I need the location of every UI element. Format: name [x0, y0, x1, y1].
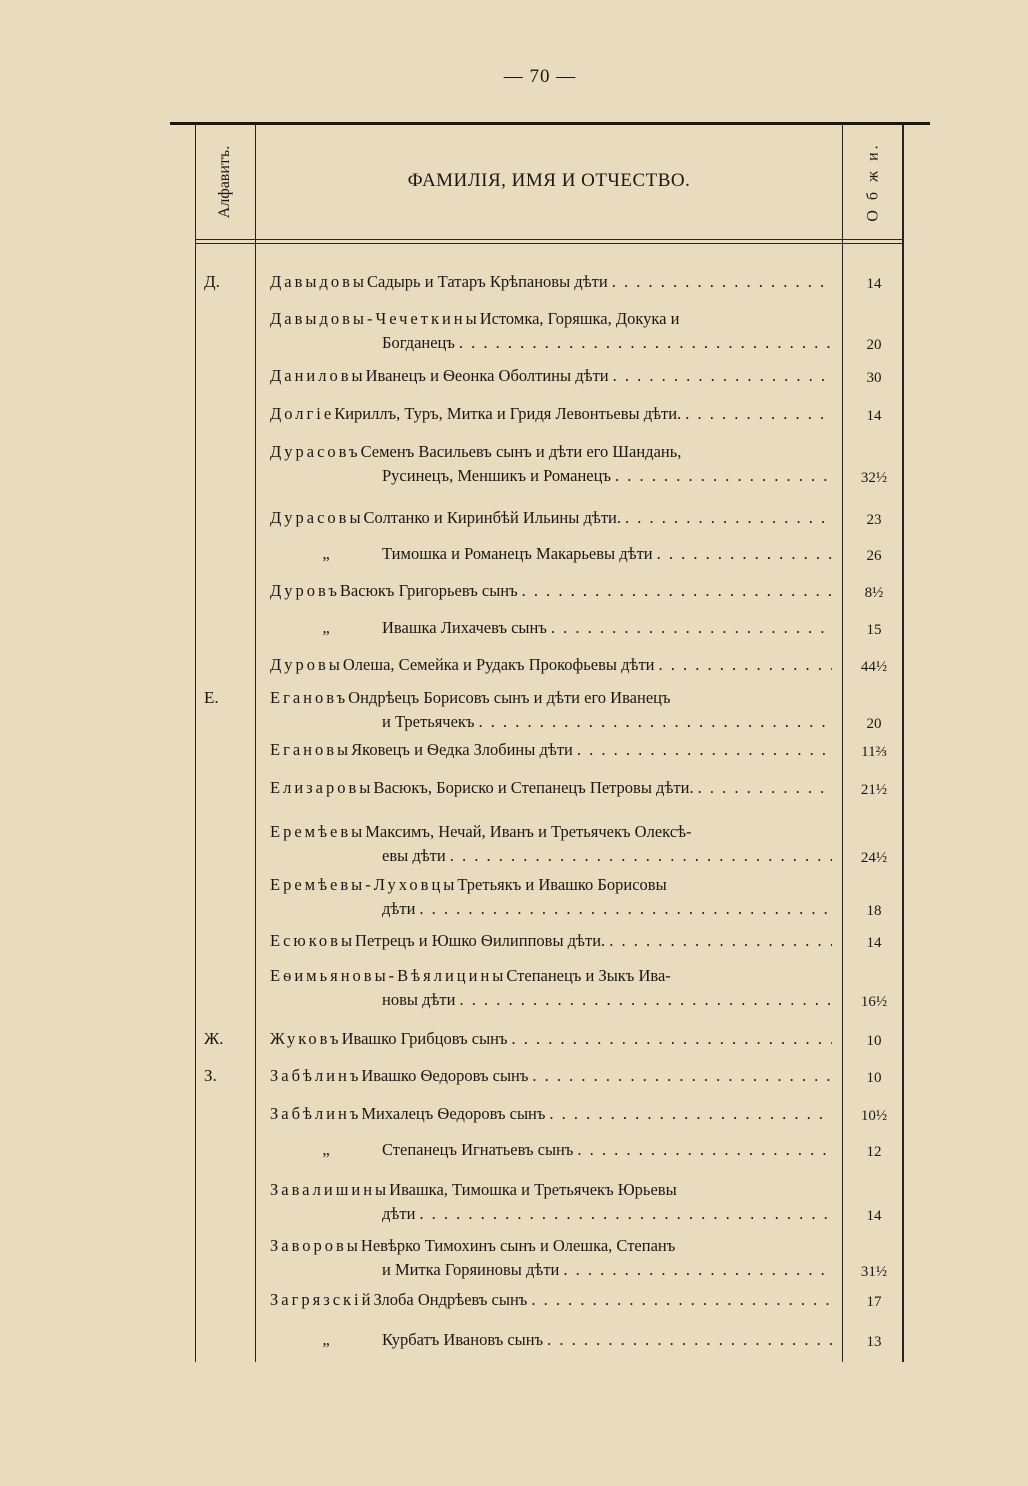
page-number: — 70 —: [503, 66, 577, 87]
total-count: 17: [866, 1294, 882, 1310]
entry-text: [270, 1178, 836, 1226]
ditto-mark: „: [322, 1330, 330, 1349]
given-names: Ивашка, Тимошка и Третьячекъ Юрьевы: [389, 1180, 677, 1199]
given-names: Курбатъ Ивановъ сынъ: [382, 1330, 544, 1349]
dot-leader: [522, 579, 832, 603]
entry-line: [270, 270, 836, 294]
ditto-mark: „: [322, 618, 330, 637]
given-names: Солтанко и Киринбѣй Ильины дѣти.: [363, 508, 621, 527]
dot-leader: [419, 1202, 832, 1226]
entry-text: [270, 1234, 836, 1282]
surname: Даниловы: [270, 366, 366, 385]
surname: Еремѣевы: [270, 822, 366, 841]
total-count: 14: [866, 1208, 882, 1224]
surname: Егановъ: [270, 688, 349, 707]
given-names: Степанецъ и Зыкъ Ива-: [506, 966, 671, 985]
surname: Жуковъ: [270, 1029, 342, 1048]
given-names: Михалецъ Ѳедоровъ сынъ: [361, 1104, 546, 1123]
entry-text: [270, 776, 836, 800]
total-count: 10: [866, 1070, 882, 1086]
entry-line: [270, 653, 836, 677]
given-names: Кириллъ, Туръ, Митка и Гридя Левонтьевы дѣти.: [334, 404, 682, 423]
surname: Загрязскій: [270, 1290, 374, 1309]
given-names: Ивашко Ѳедоровъ сынъ: [361, 1066, 529, 1085]
dot-leader: [549, 1102, 832, 1126]
given-names: новы дѣти: [382, 990, 456, 1009]
dot-leader: [459, 331, 832, 355]
dot-leader: [698, 776, 832, 800]
dot-leader: [547, 1328, 832, 1352]
header-alphabet: [200, 130, 250, 234]
surname: Забѣлинъ: [270, 1066, 362, 1085]
entry-text: [270, 1328, 836, 1352]
entry-text: [270, 579, 836, 603]
entry-line: [270, 1178, 836, 1202]
total-count: 14: [866, 276, 882, 292]
entry-line: [270, 897, 836, 921]
entry-line: [270, 1234, 836, 1258]
surname: Дуровы: [270, 655, 343, 674]
entry-text: [270, 1102, 836, 1126]
surname: Егановы: [270, 740, 352, 759]
entry-line: [270, 440, 836, 464]
entry-line: [270, 402, 836, 426]
entry-line: [270, 307, 836, 331]
dot-leader: [577, 738, 832, 762]
alphabet-letter: Е.: [204, 688, 219, 707]
entry-line: [270, 929, 836, 953]
entry-text: [270, 1288, 836, 1312]
header-total-label: О б ж и.: [865, 142, 882, 222]
total-count: 30: [866, 370, 882, 386]
given-names: евы дѣти: [382, 846, 446, 865]
given-names: Максимъ, Нечай, Иванъ и Третьячекъ Олексѣ-: [365, 822, 692, 841]
dot-leader: [419, 897, 832, 921]
given-names: Тимошка и Романецъ Макарьевы дѣти: [382, 544, 653, 563]
entry-line: [270, 1138, 836, 1162]
surname: Еремѣевы-Луховцы: [270, 875, 458, 894]
dot-leader: [577, 1138, 832, 1162]
top-rule: [170, 122, 930, 125]
dot-leader: [459, 988, 832, 1012]
total-count: 23: [866, 512, 882, 528]
total-count: 13: [866, 1334, 882, 1350]
entry-text: [270, 653, 836, 677]
total-count: 21½: [860, 782, 888, 798]
given-names: Злоба Ондрѣевъ сынъ: [373, 1290, 528, 1309]
alphabet-letter: Д.: [204, 272, 220, 291]
entry-line: [270, 686, 836, 710]
surname: Дуровъ: [270, 581, 340, 600]
given-names: Ивашко Грибцовъ сынъ: [341, 1029, 508, 1048]
surname: Еѳимьяновы-Вѣялицины: [270, 966, 507, 985]
header-rule: [195, 239, 903, 240]
name-column-divider: [842, 125, 843, 1362]
alphabet-column-divider: [255, 125, 256, 1362]
total-count: 12: [866, 1144, 882, 1160]
alphabet-column-left-border: [195, 125, 196, 1362]
entry-line: [270, 506, 836, 530]
entry-line: [270, 616, 836, 640]
dot-leader: [612, 270, 832, 294]
entry-line: [270, 364, 836, 388]
dot-leader: [563, 1258, 832, 1282]
given-names: Степанецъ Игнатьевъ сынъ: [382, 1140, 574, 1159]
ditto-mark: „: [322, 1140, 330, 1159]
dot-leader: [609, 929, 832, 953]
total-count: 31½: [860, 1264, 888, 1280]
total-count: 10½: [860, 1108, 888, 1124]
surname: Дурасовъ: [270, 442, 361, 461]
entry-text: [270, 873, 836, 921]
entry-line: [270, 1288, 836, 1312]
entry-text: [270, 364, 836, 388]
given-names: Иванецъ и Ѳеонка Оболтины дѣти: [365, 366, 609, 385]
register-table: [170, 122, 905, 1362]
entry-line: [270, 331, 836, 355]
entry-text: [270, 738, 836, 762]
entry-text: [270, 270, 836, 294]
entry-text: [270, 440, 836, 488]
total-count: 16½: [860, 994, 888, 1010]
surname: Есюковы: [270, 931, 356, 950]
dot-leader: [478, 710, 832, 734]
given-names: Васюкъ Григорьевъ сынъ: [339, 581, 518, 600]
total-count: 20: [866, 337, 882, 353]
given-names: Третьякъ и Ивашко Борисовы: [457, 875, 667, 894]
total-count: 14: [866, 408, 882, 424]
header-alphabet-label: Алфавитъ.: [216, 145, 234, 219]
surname: Елизаровы: [270, 778, 374, 797]
given-names: Садырь и Татаръ Крѣпановы дѣти: [366, 272, 608, 291]
entry-text: [270, 616, 836, 640]
given-names: Русинецъ, Меншикъ и Романецъ: [382, 466, 611, 485]
table-right-border: [902, 125, 904, 1362]
total-count: 26: [866, 548, 882, 564]
given-names: Богданецъ: [382, 333, 455, 352]
total-count: 11⅔: [861, 744, 887, 760]
entry-line: [270, 579, 836, 603]
given-names: Семенъ Васильевъ сынъ и дѣти его Шандань,: [360, 442, 682, 461]
total-count: 10: [866, 1033, 882, 1049]
total-count: 20: [866, 716, 882, 732]
dot-leader: [532, 1064, 832, 1088]
entry-line: [270, 964, 836, 988]
entry-line: [270, 820, 836, 844]
given-names: Яковецъ и Ѳедка Злобины дѣти: [351, 740, 573, 759]
entry-line: [270, 1102, 836, 1126]
entry-text: [270, 1138, 836, 1162]
entry-line: [270, 1064, 836, 1088]
ditto-mark: „: [322, 544, 330, 563]
entry-text: [270, 506, 836, 530]
given-names: и Третьячекъ: [382, 712, 475, 731]
alphabet-letter: З.: [204, 1066, 217, 1085]
entry-text: [270, 929, 836, 953]
entry-text: [270, 964, 836, 1012]
total-count: 8½: [864, 585, 884, 601]
dot-leader: [512, 1027, 832, 1051]
entry-line: [270, 542, 836, 566]
dot-leader: [659, 653, 833, 677]
dot-leader: [615, 464, 832, 488]
alphabet-letter: Ж.: [204, 1029, 224, 1048]
given-names: дѣти: [382, 1204, 416, 1223]
header-total: [846, 130, 902, 234]
dot-leader: [685, 402, 832, 426]
dot-leader: [551, 616, 832, 640]
entry-text: [270, 402, 836, 426]
total-count: 14: [866, 935, 882, 951]
given-names: и Митка Горяиновы дѣти: [382, 1260, 560, 1279]
entry-line: [270, 988, 836, 1012]
entry-line: [270, 1258, 836, 1282]
header-name: ФАМИЛІЯ, ИМЯ И ОТЧЕСТВО.: [407, 170, 691, 191]
total-count: 44½: [860, 659, 888, 675]
entry-line: [270, 776, 836, 800]
given-names: Ондрѣецъ Борисовъ сынъ и дѣти его Иванецъ: [348, 688, 671, 707]
surname: Давыдовы-Чечеткины: [270, 309, 480, 328]
given-names: дѣти: [382, 899, 416, 918]
total-count: 32½: [860, 470, 888, 486]
given-names: Олеша, Семейка и Рудакъ Прокофьевы дѣти: [342, 655, 655, 674]
entry-text: [270, 307, 836, 355]
entry-line: [270, 1027, 836, 1051]
entry-line: [270, 1202, 836, 1226]
dot-leader: [625, 506, 832, 530]
given-names: Ивашка Лихачевъ сынъ: [382, 618, 547, 637]
entry-line: [270, 464, 836, 488]
entry-text: [270, 686, 836, 734]
dot-leader: [613, 364, 832, 388]
entry-text: [270, 820, 836, 868]
entry-text: [270, 542, 836, 566]
surname: Заворовы: [270, 1236, 361, 1255]
dot-leader: [450, 844, 832, 868]
entry-line: [270, 1328, 836, 1352]
entry-line: [270, 738, 836, 762]
dot-leader: [657, 542, 832, 566]
total-count: 24½: [860, 850, 888, 866]
entry-text: [270, 1064, 836, 1088]
surname: Завалишины: [270, 1180, 390, 1199]
surname: Забѣлинъ: [270, 1104, 362, 1123]
total-count: 18: [866, 903, 882, 919]
surname: Дурасовы: [270, 508, 364, 527]
given-names: Истомка, Горяшка, Докука и: [479, 309, 680, 328]
total-count: 15: [866, 622, 882, 638]
entry-line: [270, 710, 836, 734]
given-names: Петрецъ и Юшко Ѳилипповы дѣти.: [355, 931, 606, 950]
given-names: Васюкъ, Бориско и Степанецъ Петровы дѣти.: [373, 778, 694, 797]
surname: Давыдовы: [270, 272, 367, 291]
header-rule-double: [195, 243, 903, 244]
dot-leader: [531, 1288, 832, 1312]
entry-line: [270, 873, 836, 897]
entry-line: [270, 844, 836, 868]
given-names: Невѣрко Тимохинъ сынъ и Олешка, Степанъ: [360, 1236, 676, 1255]
entry-text: [270, 1027, 836, 1051]
surname: Долгіе: [270, 404, 335, 423]
